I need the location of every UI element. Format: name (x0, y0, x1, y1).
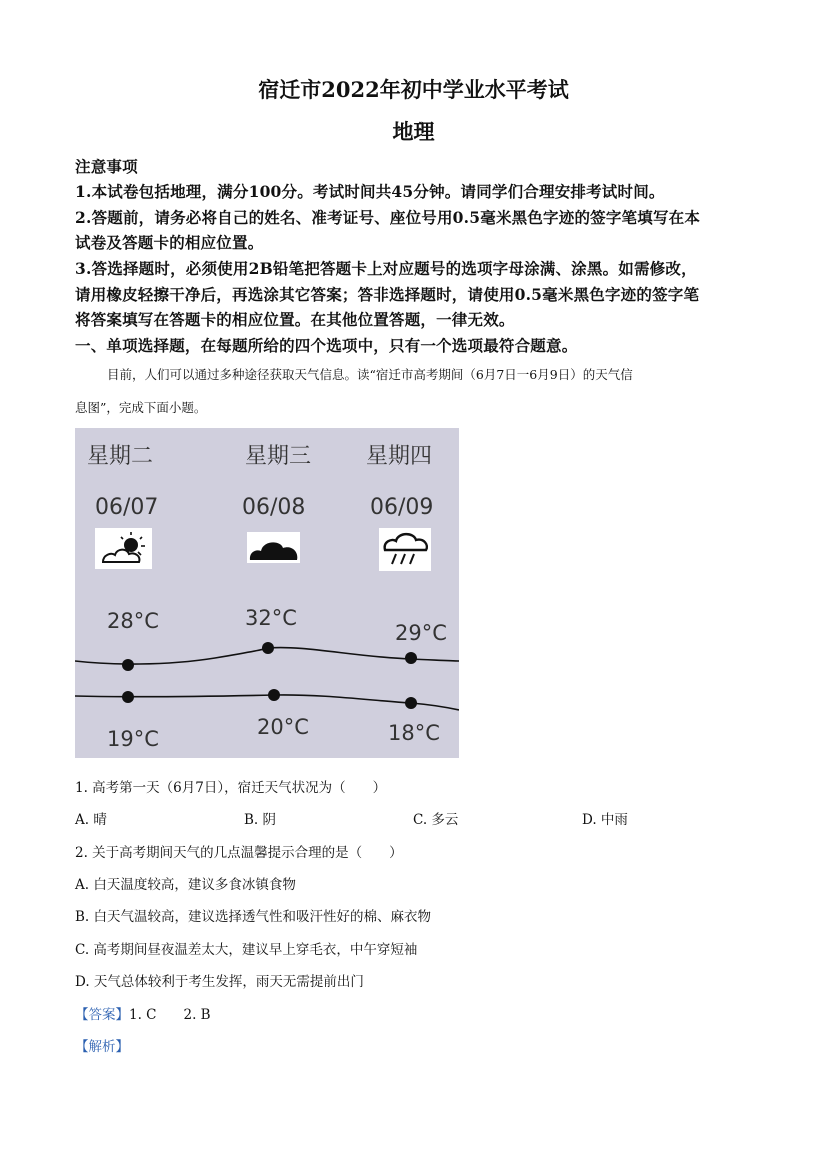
date-0608: 06/08 (242, 495, 306, 520)
subject-title: 地理 (392, 119, 435, 144)
question-2-option-a: A. 白天温度较高，建议多食冰镇食物 (75, 877, 296, 893)
high-temp-thu: 29°C (395, 621, 447, 645)
weather-background (75, 428, 459, 758)
notice-line-4: 3.答选择题时，必须使用2B铅笔把答题卡上对应题号的选项字母涂满、涂黑。如需修改， (75, 259, 697, 278)
question-2-option-b: B. 白天气温较高，建议选择透气性和吸汗性好的棉、麻衣物 (75, 909, 432, 925)
intro-line-1: 目前，人们可以通过多种途径获取天气信息。读“宿迁市高考期间（6月7日一6月9日）的天气信 (107, 367, 633, 382)
high-temp-wed: 32°C (245, 606, 297, 630)
weather-info-graphic (75, 428, 459, 758)
thunder-rain-icon (379, 528, 431, 571)
section-title: 一、单项选择题，在每题所给的四个选项中，只有一个选项最符合题意。 (75, 336, 578, 355)
weekday-tue: 星期二 (87, 444, 154, 469)
question-1-option-d: D. 中雨 (582, 812, 628, 828)
low-temp-tue: 19°C (107, 727, 159, 751)
date-0609: 06/09 (370, 495, 434, 520)
answer-label: 【答案】 (75, 1007, 129, 1023)
high-temp-tue: 28°C (107, 609, 159, 633)
partly-cloudy-icon (95, 528, 152, 569)
question-1-option-c: C. 多云 (413, 812, 459, 828)
question-2-option-d: D. 天气总体较利于考生发挥，雨天无需提前出门 (75, 974, 364, 990)
answer-value: 1. C 2. B (129, 1007, 211, 1023)
notice-line-5: 请用橡皮轻擦干净后，再选涂其它答案；答非选择题时，请使用0.5毫米黑色字迹的签字笔 (75, 285, 700, 304)
low-temp-point-tue (122, 691, 134, 703)
low-temp-point-wed (268, 689, 280, 701)
low-temp-thu: 18°C (388, 721, 440, 745)
weekday-wed: 星期三 (245, 444, 312, 469)
low-temp-point-thu (405, 697, 417, 709)
question-1-option-b: B. 阴 (244, 812, 277, 828)
notice-line-6: 将答案填写在答题卡的相应位置。在其他位置答题，一律无效。 (75, 310, 515, 329)
high-temp-point-wed (262, 642, 274, 654)
notice-line-1: 1.本试卷包括地理，满分100分。考试时间共45分钟。请同学们合理安排考试时间。 (75, 182, 665, 201)
notice-line-3: 试卷及答题卡的相应位置。 (75, 233, 264, 252)
intro-line-2: 息图”，完成下面小题。 (75, 400, 207, 415)
notice-line-2: 2.答题前，请务必将自己的姓名、准考证号、座位号用0.5毫米黑色字迹的签字笔填写在本 (75, 208, 701, 227)
low-temp-wed: 20°C (257, 715, 309, 739)
answer-row (75, 1003, 211, 1023)
weekday-thu: 星期四 (366, 444, 433, 469)
date-0607: 06/07 (95, 495, 159, 520)
high-temp-point-thu (405, 652, 417, 664)
question-1-option-a: A. 晴 (75, 812, 107, 828)
page-title: 宿迁市2022年初中学业水平考试 (258, 77, 569, 102)
high-temp-point-tue (122, 659, 134, 671)
overcast-icon (247, 532, 300, 563)
question-2-option-c: C. 高考期间昼夜温差太大，建议早上穿毛衣，中午穿短袖 (75, 942, 418, 958)
analysis-label: 【解析】 (75, 1039, 129, 1055)
question-1-stem: 1. 高考第一天（6月7日），宿迁天气状况为（ ） (75, 780, 387, 796)
question-2-stem: 2. 关于高考期间天气的几点温馨提示合理的是（ ） (75, 845, 403, 861)
notice-heading: 注意事项 (75, 157, 138, 176)
